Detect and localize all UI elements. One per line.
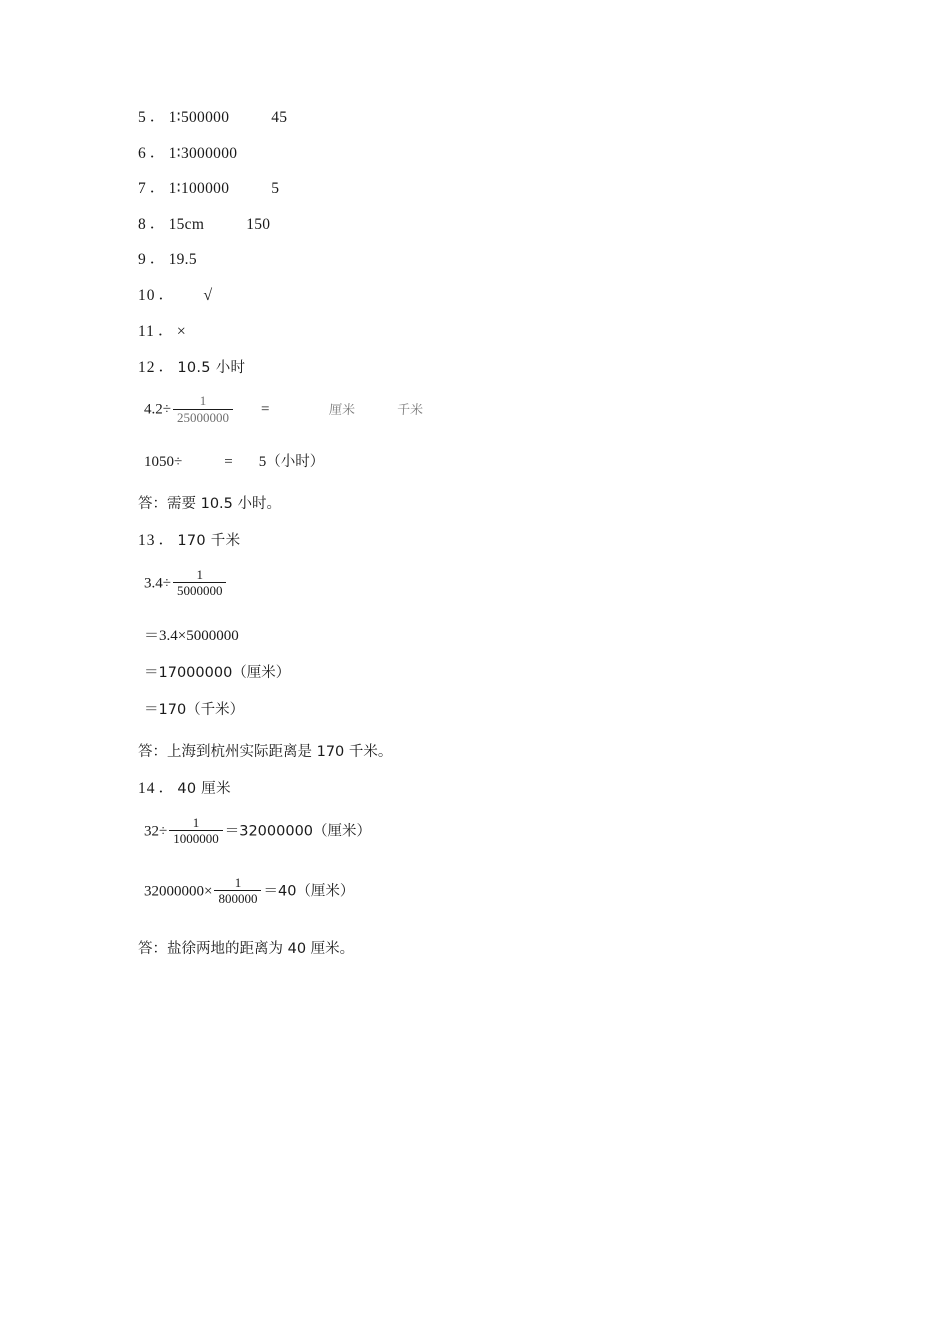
q13-line2-text: ＝3.4×5000000 — [144, 628, 239, 645]
q14-calculation-line-1 — [138, 814, 818, 847]
item-extra: 150 — [246, 215, 271, 233]
q13-line3-text: ＝17000000（厘米） — [144, 665, 291, 682]
q13-calculation-line-2 — [138, 629, 818, 644]
q13-line4-text: ＝170（千米） — [144, 702, 245, 719]
item-answer: 170 千米 — [177, 533, 241, 550]
q12-calculation-line-2 — [138, 455, 818, 470]
item-extra: 5 — [271, 180, 280, 197]
answer-item-9 — [138, 252, 818, 268]
q12-answer-sentence — [138, 492, 818, 513]
fraction-denominator: 5000000 — [176, 583, 223, 599]
q14-line1-lead: 32÷ — [144, 823, 168, 840]
fraction-denominator: 25000000 — [176, 409, 229, 425]
answer-item-10 — [138, 285, 818, 304]
item-separator: ． — [149, 214, 166, 232]
q13-calculation-line-3 — [138, 666, 818, 681]
fraction-numerator: 1 — [196, 566, 203, 582]
q12-line1-equals: = — [260, 401, 270, 418]
q12-calculation-line-1 — [138, 395, 818, 425]
item-answer: 1∶100000 — [168, 180, 230, 197]
q14-calculation-line-2 — [138, 874, 818, 907]
item-separator: ． — [158, 779, 175, 797]
answer-item-6 — [138, 143, 818, 162]
item-number: 11 — [138, 322, 155, 340]
answer-item-14 — [138, 781, 818, 797]
item-separator: ． — [149, 108, 166, 125]
item-answer: 40 厘米 — [177, 781, 231, 798]
fraction-denominator: 800000 — [218, 891, 258, 907]
item-answer: 15cm — [168, 215, 205, 233]
answer-item-13 — [138, 533, 818, 549]
item-separator: ． — [158, 531, 175, 549]
item-number: 10 — [138, 286, 156, 304]
item-number: 7 — [138, 180, 147, 197]
q13-calculation-line-1 — [138, 566, 818, 599]
item-number: 13 — [138, 532, 156, 550]
item-number: 12 — [138, 358, 156, 376]
q12-line2-value: 5 — [258, 454, 267, 471]
item-separator: ． — [149, 143, 166, 161]
q13-line1-lead: 3.4÷ — [144, 575, 171, 592]
q14-line2-tail: ＝40（厘米） — [263, 883, 355, 900]
fraction-numerator: 1 — [199, 393, 207, 408]
answer-item-12 — [138, 357, 818, 376]
answer-item-5 — [138, 110, 818, 126]
fraction-denominator: 1000000 — [173, 831, 219, 847]
item-extra: 45 — [271, 109, 288, 126]
answer-item-7 — [138, 181, 818, 197]
q14-line2-lead: 32000000× — [144, 883, 213, 900]
item-separator: ． — [158, 357, 175, 375]
fraction-1-over-1000000 — [169, 816, 223, 846]
fraction-numerator: 1 — [192, 814, 200, 830]
check-mark-icon: √ — [203, 286, 213, 304]
item-answer: 19.5 — [168, 251, 197, 268]
answer-list — [138, 110, 818, 978]
item-answer: 1∶500000 — [168, 109, 230, 126]
answer-item-8 — [138, 214, 818, 233]
item-answer: 1∶3000000 — [168, 144, 238, 162]
q13-calculation-line-4 — [138, 703, 818, 718]
q12-line1-unit-1: 厘米 — [328, 402, 356, 418]
q12-line2-lead: 1050÷ — [144, 454, 183, 471]
q12-line1-lead: 4.2÷ — [144, 401, 171, 418]
item-number: 8 — [138, 215, 147, 233]
answer-item-11 — [138, 321, 818, 340]
item-separator: ． — [158, 285, 175, 303]
q13-answer-text: 答：上海到杭州实际距离是 170 千米。 — [138, 744, 393, 761]
item-separator: ． — [149, 179, 166, 196]
q12-answer-text: 答：需要 10.5 小时。 — [138, 496, 282, 513]
q12-line2-unit: （小时） — [266, 454, 325, 471]
item-number: 6 — [138, 144, 147, 162]
q14-answer-sentence — [138, 937, 818, 958]
fraction-1-over-800000 — [214, 876, 261, 906]
q14-line1-tail: ＝32000000（厘米） — [224, 823, 372, 840]
item-number: 14 — [138, 780, 156, 798]
item-separator: ． — [149, 250, 166, 267]
fraction-1-over-25000000 — [173, 394, 233, 424]
q14-answer-text: 答：盐徐两地的距离为 40 厘米。 — [138, 941, 355, 958]
item-number: 5 — [138, 109, 147, 126]
item-number: 9 — [138, 251, 147, 268]
q13-answer-sentence — [138, 740, 818, 761]
item-separator: ． — [157, 321, 174, 339]
q12-line2-equals: = — [224, 454, 233, 471]
fraction-numerator: 1 — [234, 874, 242, 890]
cross-mark-icon: × — [176, 322, 187, 340]
fraction-1-over-5000000 — [173, 568, 227, 598]
item-answer: 10.5 小时 — [177, 359, 246, 376]
q12-line1-unit-2: 千米 — [396, 402, 425, 418]
